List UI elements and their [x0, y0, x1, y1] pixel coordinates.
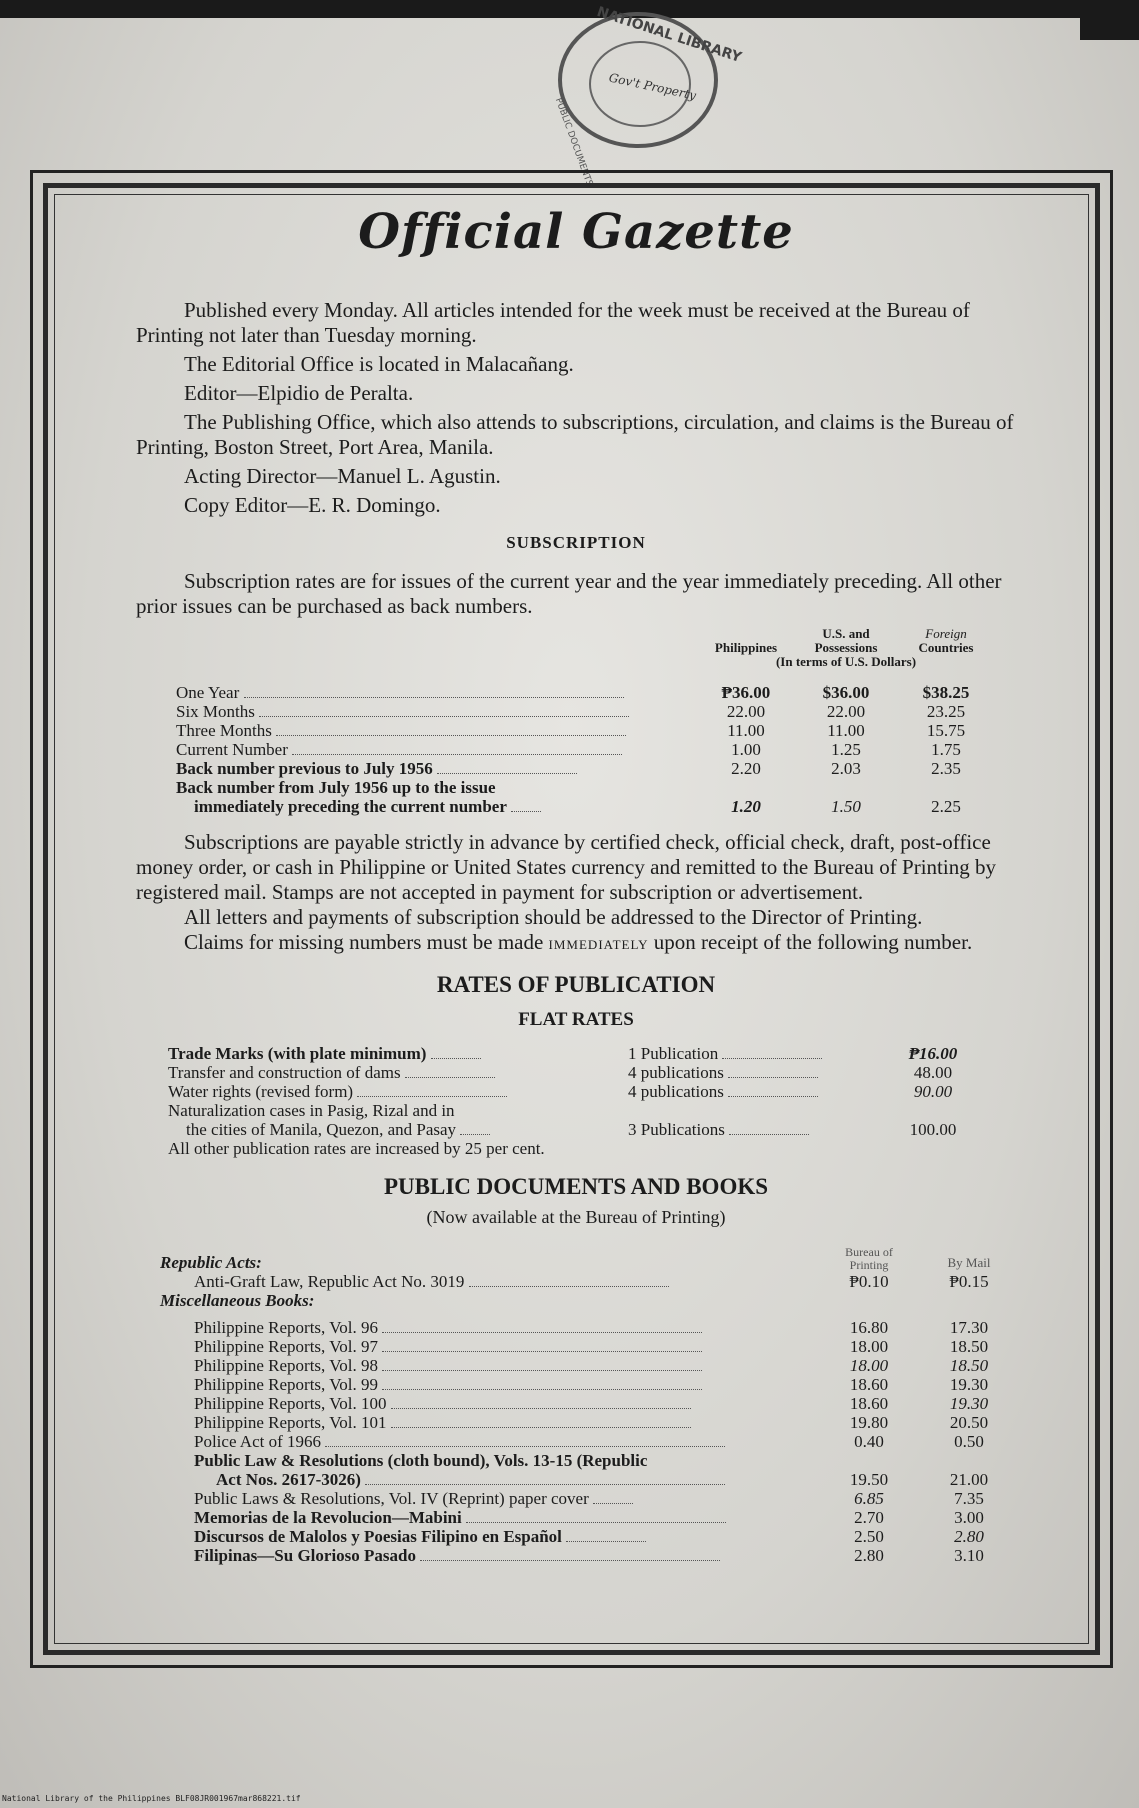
table-row: Memorias de la Revolucion—Mabini 2.70 3.00	[194, 1508, 984, 1527]
subscription-intro: Subscription rates are for issues of the current year and the year immediately preceding. All other prior issues can be purchased as back numbers.	[136, 569, 1002, 618]
category-republic-acts: Republic Acts:	[160, 1253, 262, 1272]
stamp-line2: Gov't Property	[607, 70, 698, 103]
documents-header-row	[160, 1246, 1014, 1272]
subscription-claims: Claims for missing numbers must be made immediately upon receipt of the following number.	[184, 930, 973, 954]
masthead-title: Official Gazette	[358, 204, 794, 260]
table-row: Philippine Reports, Vol. 100 18.60 19.30	[194, 1394, 989, 1413]
table-row: Discursos de Malolos y Poesias Filipino en Español 2.50 2.80	[194, 1527, 984, 1546]
subscription-letters: All letters and payments of subscription should be addressed to the Director of Printing.	[184, 905, 923, 929]
intro-editor: Editor—Elpidio de Peralta.	[184, 381, 414, 405]
table-row: Philippine Reports, Vol. 96 16.80 17.30	[194, 1318, 989, 1337]
intro-publishing-office: The Publishing Office, which also attends to subscriptions, circulation, and claims is the Bureau of Printing, Boston Street, Port Area, Manila.	[136, 410, 1014, 459]
stamp-line1: NATIONAL LIBRARY	[594, 4, 744, 66]
stamp-line3: PUBLIC DOCUMENTS	[552, 96, 595, 188]
col-bureau-line2: Printing	[849, 1258, 889, 1272]
documents-subheading: (Now available at the Bureau of Printing)	[426, 1207, 726, 1227]
table-row: Philippine Reports, Vol. 99 18.60 19.30	[194, 1375, 989, 1394]
scan-edge-corner	[1080, 0, 1139, 40]
table-row: Trade Marks (with plate minimum) 1 Publication ₱16.00	[168, 1044, 958, 1063]
col-bureau-line1: Bureau of	[845, 1245, 893, 1259]
intro-acting-director: Acting Director—Manuel L. Agustin.	[184, 464, 501, 488]
table-row: Naturalization cases in Pasig, Rizal and in the cities of Manila, Quezon, and Pasay 3 Publications 100.00	[168, 1101, 957, 1139]
table-row: Current Number 1.00 1.25 1.75	[176, 740, 961, 759]
col-philippines: Philippines	[714, 640, 778, 655]
intro-copy-editor: Copy Editor—E. R. Domingo.	[184, 493, 441, 517]
category-misc-books: Miscellaneous Books:	[160, 1291, 315, 1310]
table-row: Anti-Graft Law, Republic Act No. 3019 ₱0.10 ₱0.15	[194, 1272, 989, 1291]
col-by-mail: By Mail	[947, 1255, 991, 1270]
intro-publication: Published every Monday. All articles intended for the week must be received at the Bureau of Printing not later than Tuesday morning.	[136, 298, 970, 347]
flat-rates-table	[168, 1044, 978, 1158]
flat-rates-heading: FLAT RATES	[518, 1009, 634, 1030]
scan-footer: National Library of the Philippines BLF08JR001967mar868221.tif	[2, 1794, 301, 1803]
subscription-heading: SUBSCRIPTION	[506, 533, 646, 552]
documents-heading: PUBLIC DOCUMENTS AND BOOKS	[383, 1174, 769, 1199]
table-row: Philippine Reports, Vol. 97 18.00 18.50	[194, 1337, 989, 1356]
rates-heading: RATES OF PUBLICATION	[436, 972, 716, 997]
table-row: Public Laws & Resolutions, Vol. IV (Reprint) paper cover 6.85 7.35	[194, 1489, 984, 1508]
table-row: Six Months 22.00 22.00 23.25	[176, 702, 966, 721]
documents-table	[160, 1246, 1014, 1565]
intro-editorial-office: The Editorial Office is located in Malacañang.	[184, 352, 574, 376]
table-row: Three Months 11.00 11.00 15.75	[176, 721, 966, 740]
table-row: Back number previous to July 1956 2.20 2.03 2.35	[176, 759, 961, 778]
col-foreign-line2: Countries	[918, 640, 974, 655]
table-row: Water rights (revised form) 4 publications 90.00	[168, 1082, 953, 1101]
table-row: Transfer and construction of dams 4 publications 48.00	[168, 1063, 953, 1082]
table-row: Philippine Reports, Vol. 101 19.80 20.50	[194, 1413, 989, 1432]
table-row: Back number from July 1956 up to the issue immediately preceding the current number 1.20 1.50 2.25	[176, 778, 961, 816]
table-row: Philippine Reports, Vol. 98 18.00 18.50	[194, 1356, 989, 1375]
col-note: (In terms of U.S. Dollars)	[775, 654, 917, 669]
rates-header-row	[176, 627, 996, 655]
rates-note: All other publication rates are increased by 25 per cent.	[168, 1139, 545, 1158]
col-us-line1: U.S. and	[822, 626, 870, 641]
table-row: Police Act of 1966 0.40 0.50	[194, 1432, 984, 1451]
subscription-rates-table	[176, 627, 996, 816]
gazette-content	[136, 204, 1016, 1565]
subscription-payment: Subscriptions are payable strictly in advance by certified check, official check, draft, post-office money order, or cash in Philippine or United States currency and remitted to the Bureau of Printing by registered mail. Stamps are not accepted in payment for subscription or advertisement.	[136, 830, 996, 904]
col-foreign-line1: Foreign	[925, 626, 967, 641]
col-us-line2: Possessions	[814, 640, 878, 655]
table-row: One Year ₱36.00 $36.00 $38.25	[176, 683, 970, 702]
library-stamp-icon	[548, 4, 744, 188]
table-row: Public Law & Resolutions (cloth bound), Vols. 13-15 (Republic Act Nos. 2617-3026) 19.50 21.00	[194, 1451, 989, 1489]
table-row: Filipinas—Su Glorioso Pasado 2.80 3.10	[194, 1546, 984, 1565]
